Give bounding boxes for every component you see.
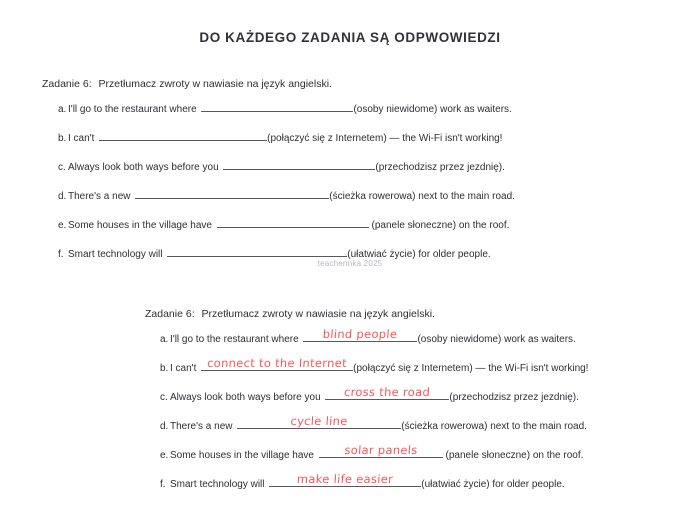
item-sentence-start: I'll go to the restaurant where bbox=[68, 104, 200, 115]
item-sentence-end: (ułatwiać życie) for older people. bbox=[421, 479, 565, 490]
item-sentence-end: (połączyć się z Internetem) — the Wi-Fi isn't working! bbox=[353, 363, 589, 374]
item-sentence-start: Some houses in the village have bbox=[170, 450, 317, 461]
answer-blank[interactable] bbox=[201, 355, 353, 371]
item-sentence-start: Smart technology will bbox=[170, 479, 268, 490]
handwritten-answer: solar panels bbox=[343, 442, 418, 457]
item-sentence-end: (ścieżka rowerowa) next to the main road. bbox=[329, 191, 515, 202]
exercise-item bbox=[58, 187, 700, 202]
item-letter: b. bbox=[160, 363, 169, 374]
answer-blank[interactable] bbox=[167, 245, 347, 257]
answer-blank[interactable] bbox=[201, 100, 353, 112]
item-letter: e. bbox=[58, 220, 67, 231]
handwritten-answer: blind people bbox=[322, 326, 399, 341]
exercise-item bbox=[58, 129, 700, 144]
exercise-item bbox=[58, 216, 700, 231]
exercise-item bbox=[58, 100, 700, 115]
exercise-heading-number: Zadanie 6: bbox=[42, 78, 92, 90]
exercise-item-list bbox=[160, 326, 700, 490]
item-letter: a. bbox=[160, 334, 169, 345]
watermark-credit: teacherinka 2025 bbox=[317, 259, 383, 268]
handwritten-answer: make life easier bbox=[296, 471, 394, 486]
item-letter: f. bbox=[58, 249, 64, 260]
answer-blank[interactable] bbox=[223, 158, 375, 170]
item-sentence-start: Smart technology will bbox=[68, 249, 166, 260]
item-sentence-start: I'll go to the restaurant where bbox=[170, 334, 302, 345]
item-sentence-end: (panele słoneczne) on the roof. bbox=[368, 220, 510, 231]
item-sentence-start: I can't bbox=[68, 133, 98, 144]
answer-blank[interactable] bbox=[135, 187, 329, 199]
exercise-heading bbox=[42, 78, 700, 90]
item-letter: e. bbox=[160, 450, 169, 461]
answer-blank[interactable] bbox=[303, 326, 417, 342]
exercise-item bbox=[160, 326, 700, 345]
exercise-item bbox=[58, 158, 700, 173]
item-sentence-end: (osoby niewidome) work as waiters. bbox=[417, 334, 576, 345]
answer-blank[interactable] bbox=[99, 129, 267, 141]
exercise-item-list bbox=[58, 100, 700, 260]
item-sentence-start: There's a new bbox=[170, 421, 236, 432]
item-letter: a. bbox=[58, 104, 67, 115]
exercise-item bbox=[58, 245, 700, 260]
item-sentence-end: (osoby niewidome) work as waiters. bbox=[353, 104, 512, 115]
exercise-item bbox=[160, 413, 700, 432]
item-sentence-end: (panele słoneczne) on the roof. bbox=[442, 450, 584, 461]
page-title: DO KAŻDEGO ZADANIA SĄ ODPWOWIEDZI bbox=[199, 30, 501, 45]
item-sentence-start: Always look both ways before you bbox=[170, 392, 324, 403]
exercise-blank-version bbox=[0, 78, 700, 274]
item-letter: d. bbox=[160, 421, 169, 432]
item-sentence-end: (przechodzisz przez jezdnię). bbox=[375, 162, 505, 173]
item-sentence-start: Some houses in the village have bbox=[68, 220, 215, 231]
item-letter: f. bbox=[160, 479, 166, 490]
exercise-heading bbox=[145, 308, 700, 320]
item-letter: c. bbox=[160, 392, 168, 403]
answer-blank[interactable] bbox=[217, 216, 369, 228]
answer-blank[interactable] bbox=[319, 442, 443, 458]
item-letter: c. bbox=[58, 162, 66, 173]
item-sentence-end: (ścieżka rowerowa) next to the main road. bbox=[401, 421, 587, 432]
exercise-item bbox=[160, 471, 700, 490]
item-sentence-start: There's a new bbox=[68, 191, 134, 202]
handwritten-answer: cycle line bbox=[290, 413, 349, 428]
answer-blank[interactable] bbox=[237, 413, 401, 429]
answer-blank[interactable] bbox=[269, 471, 421, 487]
item-letter: b. bbox=[58, 133, 67, 144]
item-sentence-start: I can't bbox=[170, 363, 200, 374]
exercise-answered-version bbox=[0, 308, 700, 504]
item-sentence-end: (połączyć się z Internetem) — the Wi-Fi isn't working! bbox=[267, 133, 503, 144]
exercise-heading-text: Przetłumacz zwroty w nawiasie na język angielski. bbox=[98, 78, 332, 90]
answer-blank[interactable] bbox=[325, 384, 449, 400]
item-sentence-end: (przechodzisz przez jezdnię). bbox=[449, 392, 579, 403]
handwritten-answer: connect to the Internet bbox=[206, 355, 348, 370]
item-letter: d. bbox=[58, 191, 67, 202]
exercise-item bbox=[160, 384, 700, 403]
exercise-item bbox=[160, 355, 700, 374]
handwritten-answer: cross the road bbox=[343, 384, 431, 399]
exercise-heading-text: Przetłumacz zwroty w nawiasie na język angielski. bbox=[201, 308, 435, 320]
item-sentence-end: (ułatwiać życie) for older people. bbox=[347, 249, 491, 260]
item-sentence-start: Always look both ways before you bbox=[68, 162, 222, 173]
exercise-heading-number: Zadanie 6: bbox=[145, 308, 195, 320]
exercise-item bbox=[160, 442, 700, 461]
